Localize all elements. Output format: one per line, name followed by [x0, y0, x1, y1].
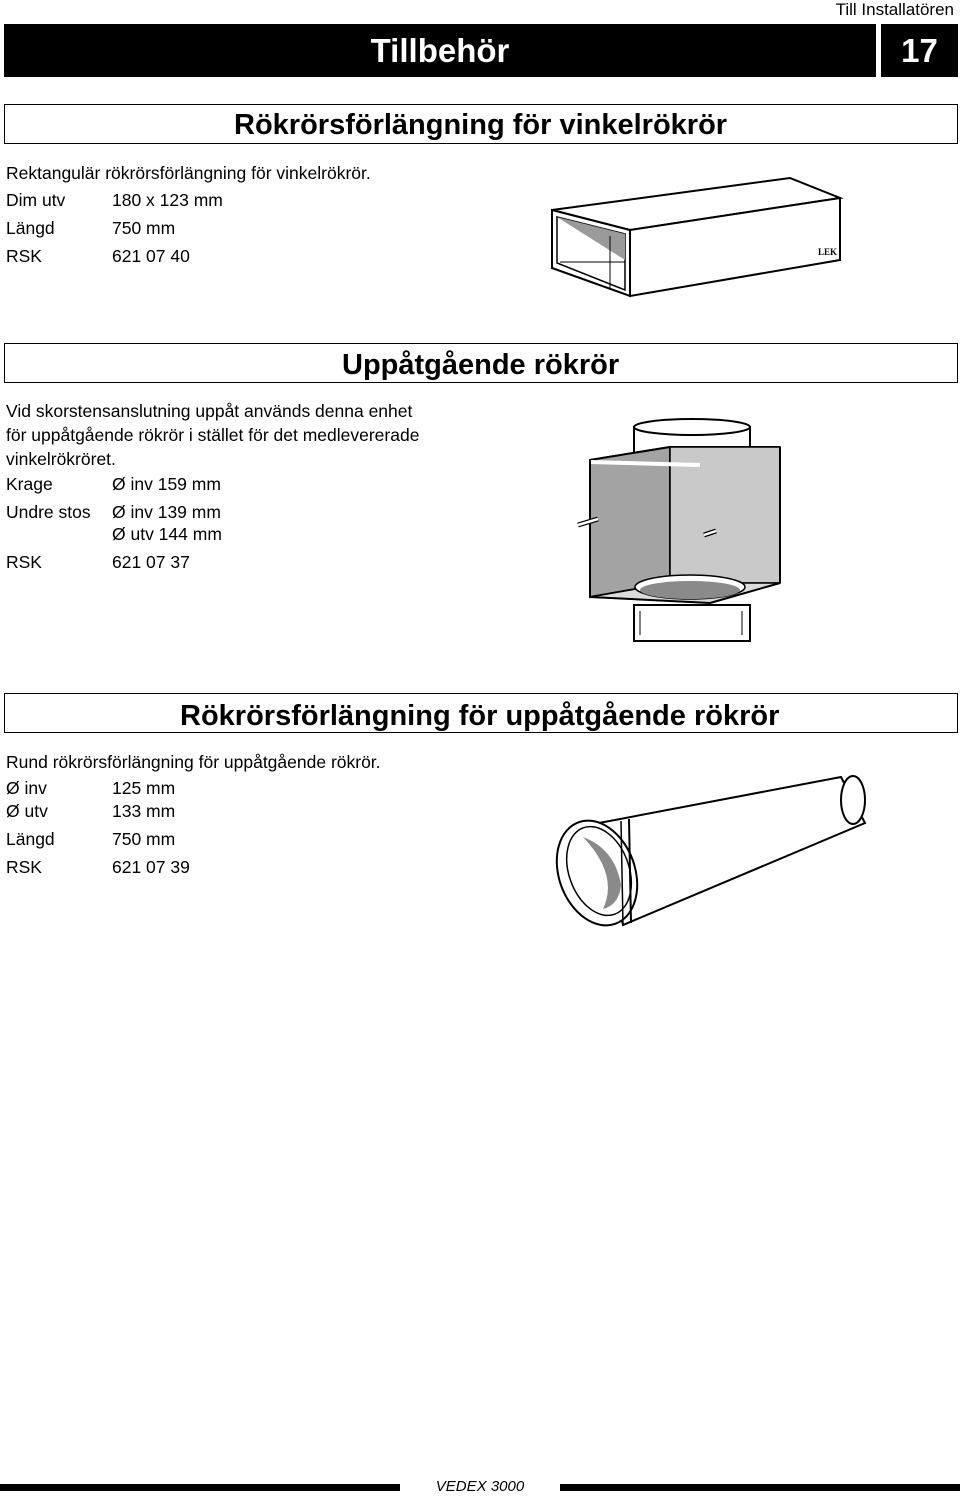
section-description-line: vinkelrökröret. — [6, 449, 116, 469]
section-label: Till Installatören — [835, 0, 954, 19]
spec-value: 180 x 123 mm — [112, 190, 223, 210]
spec-label: RSK — [6, 246, 42, 266]
spec-label: Krage — [6, 474, 53, 494]
spec-value: 750 mm — [112, 829, 176, 849]
rectangular-pipe-illustration — [540, 170, 860, 310]
spec-label: RSK — [6, 552, 42, 572]
section-description: Rektangulär rökrörsförlängning för vinkelrökrör. — [6, 163, 371, 183]
illustration-mark: LEK — [818, 247, 838, 257]
upward-flue-box-illustration — [570, 415, 810, 647]
section-description: Rund rökrörsförlängning för uppåtgående rökrör. — [6, 752, 381, 772]
spec-label: Ø inv — [6, 778, 47, 798]
section-description-line: för uppåtgående rökrör i stället för det medlevererade — [6, 425, 420, 445]
section-title: Rökrörsförlängning för uppåtgående rökrör — [180, 700, 780, 732]
spec-value: 621 07 40 — [112, 246, 190, 266]
spec-value: Ø inv 139 mm — [112, 502, 221, 522]
spec-value: Ø inv 159 mm — [112, 474, 221, 494]
spec-value: 621 07 37 — [112, 552, 190, 572]
page-number: 17 — [881, 24, 958, 77]
spec-value: 621 07 39 — [112, 857, 190, 877]
round-pipe-illustration — [535, 765, 880, 945]
spec-label: Längd — [6, 829, 55, 849]
section-title: Uppåtgående rökrör — [342, 349, 620, 381]
spec-label: Ø utv — [6, 801, 48, 821]
page-title: Tillbehör — [370, 32, 510, 69]
spec-value: 750 mm — [112, 218, 176, 238]
spec-label: Undre stos — [6, 502, 91, 522]
section-title: Rökrörsförlängning för vinkelrökrör — [234, 109, 728, 141]
spec-value: 125 mm — [112, 778, 176, 798]
spec-label: Dim utv — [6, 190, 66, 210]
spec-label: RSK — [6, 857, 42, 877]
footer-product-name: VEDEX 3000 — [435, 1478, 525, 1495]
spec-value: 133 mm — [112, 801, 176, 821]
section-description-line: Vid skorstensanslutning uppåt används denna enhet — [6, 401, 413, 421]
spec-label: Längd — [6, 218, 55, 238]
spec-value: Ø utv 144 mm — [112, 524, 222, 544]
